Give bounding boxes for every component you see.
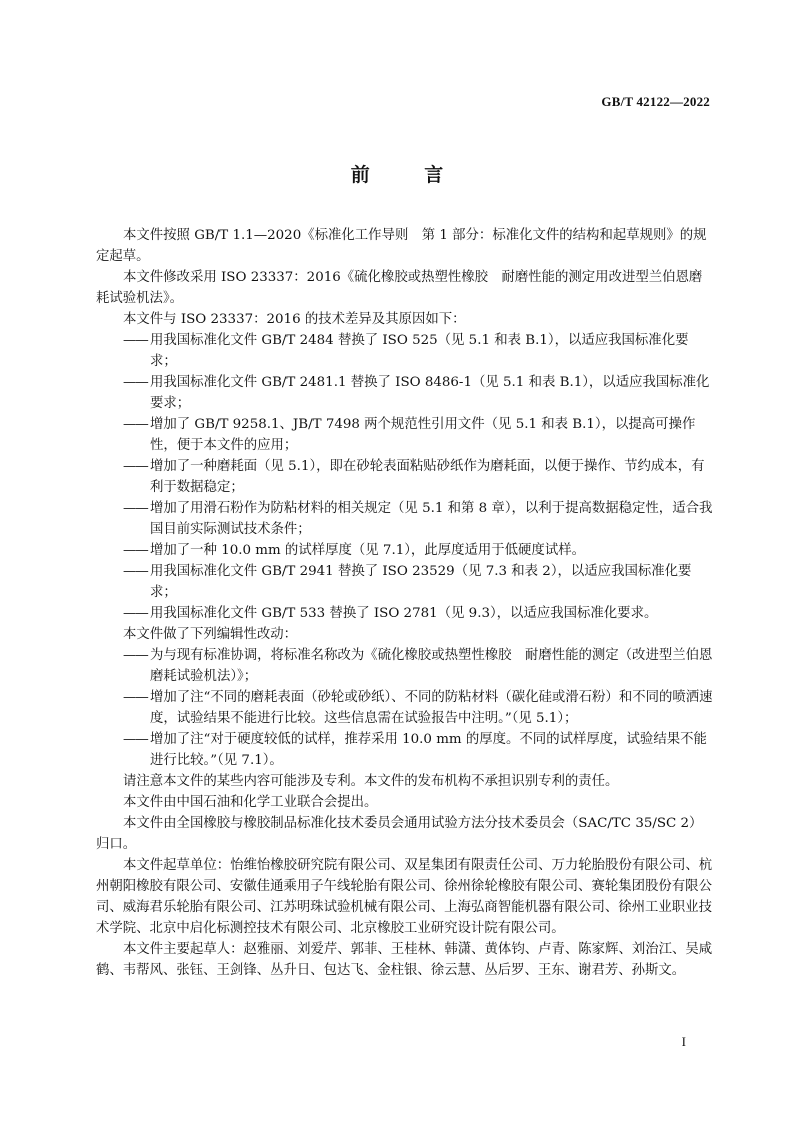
dash-marker: —— — [123, 543, 148, 558]
dash-marker: —— — [123, 333, 148, 348]
list-item: —— 用我国标准化文件 GB/T 533 替换了 ISO 2781（见 9.3），以适应我国标准化要求。 — [96, 603, 714, 624]
dash-marker: —— — [123, 648, 148, 663]
list-item: —— 增加了 GB/T 9258.1、JB/T 7498 两个规范性引用文件（见 5.1 和表 B.1），以提高可操作性，便于本文件的应用； — [96, 414, 714, 456]
dash-marker: —— — [123, 375, 148, 390]
paragraph-drafters: 本文件主要起草人：赵雅丽、刘爱芹、郭菲、王桂林、韩潇、黄体钧、卢青、陈家辉、刘治江、吴咸鹤、韦帮风、张钰、王剑锋、丛升日、包达飞、金柱银、徐云慧、丛后罗、王东、谢君芳、孙斯文。 — [96, 942, 713, 978]
paragraph-drafting-units: 本文件起草单位：怡维怡橡胶研究院有限公司、双星集团有限责任公司、万力轮胎股份有限公司、杭州朝阳橡胶有限公司、安徽佳通乘用子午线轮胎有限公司、徐州徐轮橡胶有限公司、赛轮集团股份有限公司、威海君乐轮胎有限公司、江苏明珠试验机械有限公司、上海弘商智能机器有限公司、徐州工业职业技术学院、北京中启化标测控技术有限公司、北京橡胶工业研究设计院有限公司。 — [96, 858, 713, 936]
list-item: —— 用我国标准化文件 GB/T 2484 替换了 ISO 525（见 5.1 和表 B.1），以适应我国标准化要求； — [96, 330, 714, 372]
editorial-changes-list — [96, 645, 714, 771]
dash-marker: —— — [123, 606, 148, 621]
dash-marker: —— — [123, 417, 148, 432]
dash-marker: —— — [123, 564, 148, 579]
list-item: —— 增加了一种磨耗面（见 5.1），即在砂轮表面粘贴砂纸作为磨耗面，以便于操作、节约成本，有利于数据稳定； — [96, 456, 714, 498]
foreword-body — [96, 225, 714, 981]
list-item: —— 增加了用滑石粉作为防粘材料的相关规定（见 5.1 和第 8 章），以利于提高数据稳定性，适合我国目前实际测试技术条件； — [96, 498, 714, 540]
list-item: —— 增加了一种 10.0 mm 的试样厚度（见 7.1），此厚度适用于低硬度试样。 — [96, 540, 714, 561]
list-item: —— 用我国标准化文件 GB/T 2481.1 替换了 ISO 8486-1（见 5.1 和表 B.1），以适应我国标准化要求； — [96, 372, 714, 414]
tech-differences-list — [96, 330, 714, 624]
page-title: 前 言 — [350, 164, 468, 186]
dash-marker: —— — [123, 459, 148, 474]
paragraph-tech-diff-intro: 本文件与 ISO 23337：2016 的技术差异及其原因如下： — [123, 312, 466, 327]
page-number: I — [681, 1034, 686, 1049]
paragraph-proposer: 本文件由中国石油和化学工业联合会提出。 — [123, 795, 378, 810]
list-item: —— 为与现有标准协调，将标准名称改为《硫化橡胶或热塑性橡胶 耐磨性能的测定（改进型兰伯恩磨耗试验机法）》； — [96, 645, 714, 687]
dash-marker: —— — [123, 501, 148, 516]
list-item: —— 用我国标准化文件 GB/T 2941 替换了 ISO 23529（见 7.3 和表 2），以适应我国标准化要求； — [96, 561, 714, 603]
list-item: —— 增加了注“对于硬度较低的试样，推荐采用 10.0 mm 的厚度。不同的试样厚度，试验结果不能进行比较。”（见 7.1）。 — [96, 729, 714, 771]
paragraph-drafting-rule: 本文件按照 GB/T 1.1—2020《标准化工作导则 第 1 部分：标准化文件的结构和起草规则》的规定起草。 — [96, 228, 707, 264]
paragraph-adoption: 本文件修改采用 ISO 23337：2016《硫化橡胶或热塑性橡胶 耐磨性能的测定用改进型兰伯恩磨耗试验机法》。 — [96, 270, 703, 306]
list-item: —— 增加了注“不同的磨耗表面（砂轮或砂纸）、不同的防粘材料（碳化硅或滑石粉）和不同的喷洒速度，试验结果不能进行比较。这些信息需在试验报告中注明。”（见 5.1）； — [96, 687, 714, 729]
dash-marker: —— — [123, 690, 148, 705]
paragraph-editorial-intro: 本文件做了下列编辑性改动： — [123, 627, 298, 642]
paragraph-committee: 本文件由全国橡胶与橡胶制品标准化技术委员会通用试验方法分技术委员会（SAC/TC 35/SC 2）归口。 — [96, 816, 703, 852]
paragraph-patent-notice: 请注意本文件的某些内容可能涉及专利。本文件的发布机构不承担识别专利的责任。 — [123, 774, 619, 789]
dash-marker: —— — [123, 732, 148, 747]
standard-code: GB/T 42122—2022 — [601, 94, 710, 109]
